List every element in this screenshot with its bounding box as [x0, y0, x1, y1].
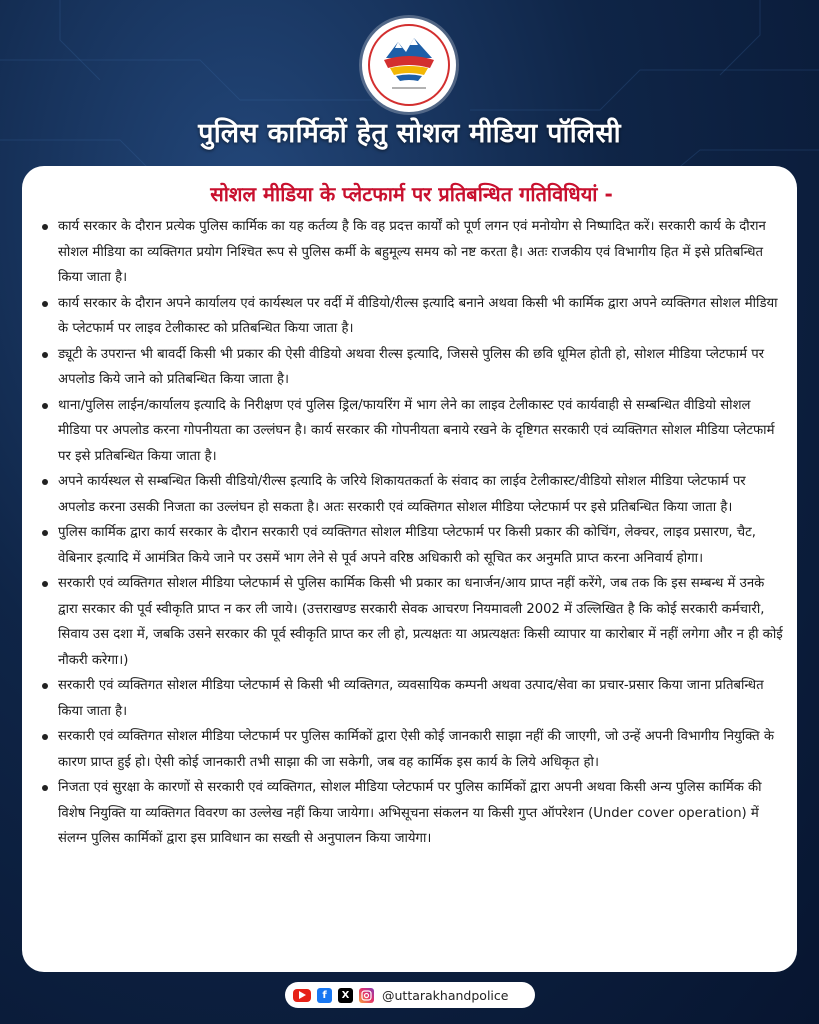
social-handle[interactable]: @uttarakhandpolice: [382, 987, 509, 1003]
social-footer: [285, 982, 535, 1008]
uttarakhand-police-logo: [362, 18, 456, 112]
section-heading: सोशल मीडिया के प्लेटफार्म पर प्रतिबन्धित गतिविधियां -: [210, 182, 613, 206]
list-item: पुलिस कार्मिक द्वारा कार्य सरकार के दौरान सरकारी एवं व्यक्तिगत सोशल मीडिया प्लेटफार्म पर किसी प्रकार की कोचिंग, लेक्चर, लाइव प्रसारण, चैट, वेबिनार इत्यादि में आमंत्रित किये जाने पर उसमें भाग लेने से पूर्व अपने वरिष्ठ अधिकारी को सूचित कर अनुमति प्राप्त करना अनिवार्य होगा।: [40, 520, 783, 571]
list-item: ड्यूटी के उपरान्त भी बावर्दी किसी भी प्रकार की ऐसी वीडियो अथवा रील्स इत्यादि, जिससे पुलिस की छवि धूमिल होती हो, सोशल मीडिया प्लेटफार्म पर अपलोड किये जाने को प्रतिबन्धित किया जाता है।: [40, 342, 783, 393]
list-item: कार्य सरकार के दौरान प्रत्येक पुलिस कार्मिक का यह कर्तव्य है कि वह प्रदत्त कार्यों को पूर्ण लगन एवं मनोयोग से निष्पादित करें। सरकारी कार्य के दौरान सोशल मीडिया का व्यक्तिगत प्रयोग निश्चित रूप से पुलिस कर्मी के बहुमूल्य समय को नष्ट करता है। अतः राजकीय एवं विभागीय हित में इसे प्रतिबन्धित किया जाता है।: [40, 214, 783, 291]
policy-points-list: [40, 214, 783, 852]
list-item: सरकारी एवं व्यक्तिगत सोशल मीडिया प्लेटफार्म पर पुलिस कार्मिकों द्वारा ऐसी कोई जानकारी साझा नहीं की जाएगी, जो उन्हें अपनी विभागीय नियुक्ति के कारण प्राप्त हुई हो। ऐसी कोई जानकारी तभी साझा की जा सकेगी, जब वह कार्मिक इस कार्य के लिये अधिकृत हो।: [40, 724, 783, 775]
x-icon[interactable]: X: [338, 988, 353, 1003]
list-item: सरकारी एवं व्यक्तिगत सोशल मीडिया प्लेटफार्म से किसी भी व्यक्तिगत, व्यवसायिक कम्पनी अथवा उत्पाद/सेवा का प्रचार-प्रसार किया जाना प्रतिबन्धित किया जाता है।: [40, 673, 783, 724]
facebook-icon[interactable]: f: [317, 988, 332, 1003]
list-item: अपने कार्यस्थल से सम्बन्धित किसी वीडियो/रील्स इत्यादि के जरिये शिकायतकर्ता के संवाद का लाईव टेलीकास्ट/वीडियो सोशल मीडिया प्लेटफार्म पर अपलोड करना उसकी निजता का उल्लंघन हो सकता है। अतः सरकारी एवं व्यक्तिगत सोशल मीडिया प्लेटफार्म पर इसे प्रतिबन्धित किया जाता है।: [40, 469, 783, 520]
list-item: निजता एवं सुरक्षा के कारणों से सरकारी एवं व्यक्तिगत, सोशल मीडिया प्लेटफार्म पर पुलिस कार्मिकों द्वारा अपनी अथवा किसी अन्य पुलिस कार्मिक की विशेष नियुक्ति या व्यक्तिगत विवरण का उल्लेख नहीं किया जायेगा। अभिसूचना संकलन या किसी गुप्त ऑपरेशन (Under cover operation) में संलग्न पुलिस कार्मिकों द्वारा इस प्राविधान का सख्ती से अनुपालन किया जायेगा।: [40, 775, 783, 852]
youtube-icon[interactable]: [293, 989, 311, 1002]
list-item: सरकारी एवं व्यक्तिगत सोशल मीडिया प्लेटफार्म से पुलिस कार्मिक किसी भी प्रकार का धनार्जन/आय प्राप्त नहीं करेंगे, जब तक कि इस सम्बन्ध में उनके द्वारा सरकार की पूर्व स्वीकृति प्राप्त न कर ली जाये। (उत्तराखण्ड सरकारी सेवक आचरण नियमावली 2002 में उल्लिखित है कि कोई सरकारी कर्मचारी, सिवाय उस दशा में, जबकि उसने सरकार की पूर्व स्वीकृति प्राप्त कर ली हो, प्रत्यक्षतः या अप्रत्यक्षतः किसी व्यापार या कारोबार में नहीं लगेगा और न ही कोई नौकरी करेगा।): [40, 571, 783, 673]
instagram-icon[interactable]: [359, 988, 374, 1003]
list-item: थाना/पुलिस लाईन/कार्यालय इत्यादि के निरीक्षण एवं पुलिस ड्रिल/फायरिंग में भाग लेने का लाइव टेलीकास्ट एवं कार्यवाही से सम्बन्धित वीडियो सोशल मीडिया पर अपलोड करना गोपनीयता का उल्लंघन है। कार्य सरकार की गोपनीयता बनाये रखने के दृष्टिगत सरकारी एवं व्यक्तिगत सोशल मीडिया प्लेटफार्म पर इसे प्रतिबन्धित किया जाता है।: [40, 393, 783, 470]
list-item: कार्य सरकार के दौरान अपने कार्यालय एवं कार्यस्थल पर वर्दी में वीडियो/रील्स इत्यादि बनाने अथवा किसी भी कार्मिक द्वारा अपने व्यक्तिगत सोशल मीडिया के प्लेटफार्म पर लाइव टेलीकास्ट को प्रतिबन्धित किया जाता है।: [40, 291, 783, 342]
page-title: पुलिस कार्मिकों हेतु सोशल मीडिया पॉलिसी: [198, 118, 621, 149]
policy-card: [22, 166, 797, 972]
